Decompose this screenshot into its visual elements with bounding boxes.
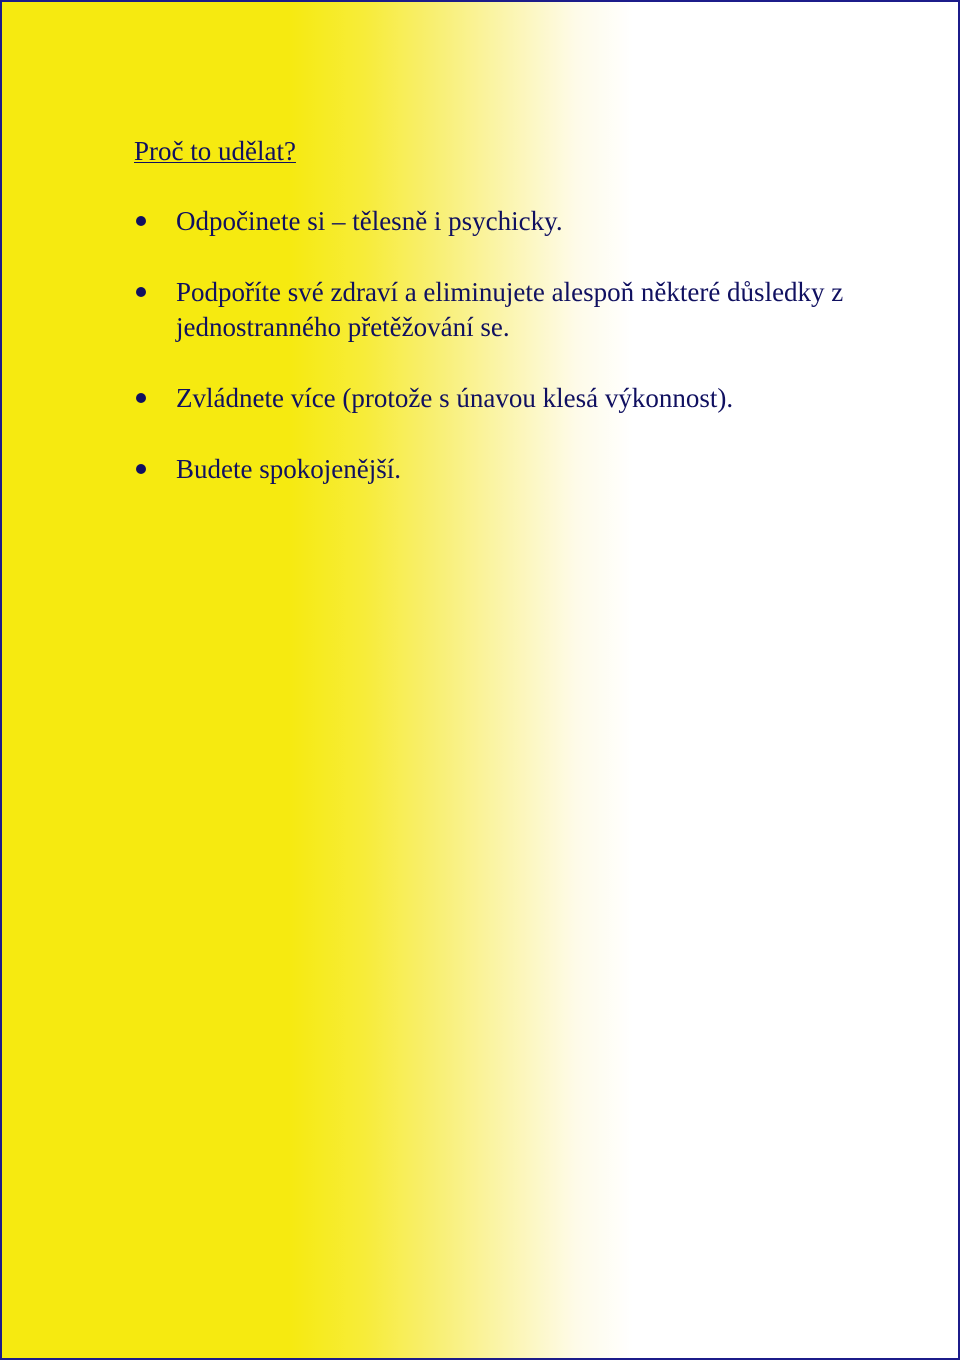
list-item (134, 204, 854, 239)
list-item (134, 275, 854, 345)
bullet-dot-icon (136, 216, 146, 226)
bullet-dot-icon (136, 393, 146, 403)
list-item (134, 452, 854, 487)
list-item-text: Odpočinete si – tělesně i psychicky. (176, 206, 563, 236)
section-heading: Proč to udělat? (134, 136, 296, 166)
list-item-text: Zvládnete více (protože s únavou klesá výkonnost). (176, 383, 734, 413)
bullet-dot-icon (136, 287, 146, 297)
bullet-list (134, 204, 854, 523)
bullet-dot-icon (136, 464, 146, 474)
list-item (134, 381, 854, 416)
list-item-text: Budete spokojenější. (176, 454, 401, 484)
list-item-text: Podpoříte své zdraví a eliminujete alespoň některé důsledky z jednostranného přetěžování se. (176, 277, 844, 342)
